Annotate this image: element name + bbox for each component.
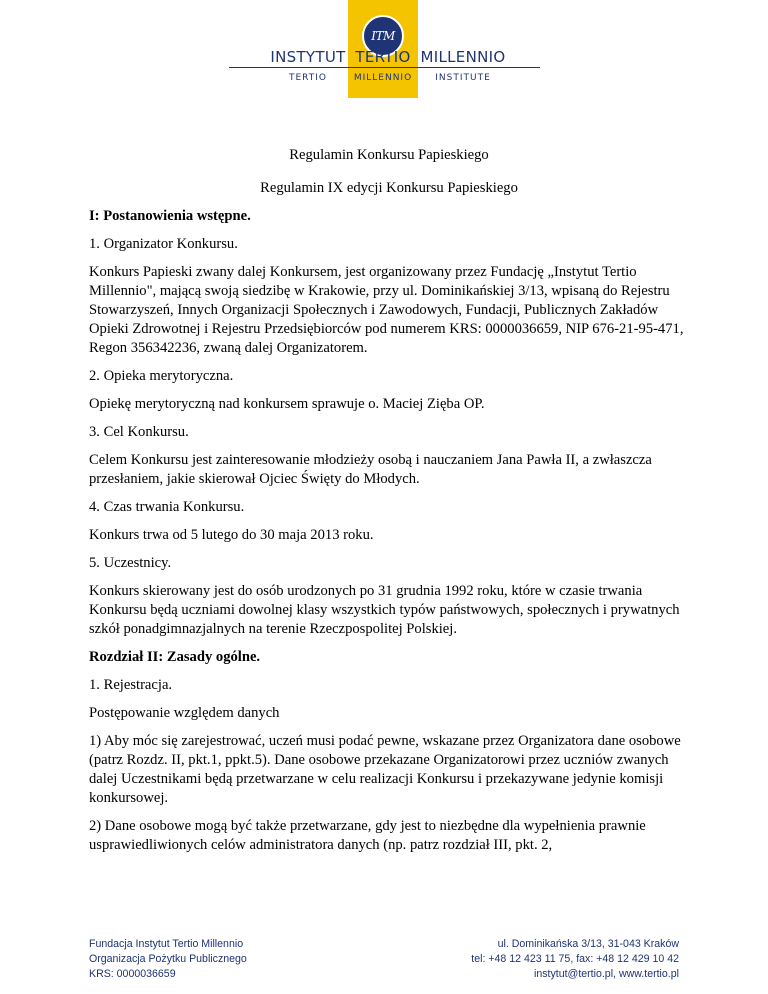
footer-org-type: Organizacja Pożytku Publicznego: [89, 953, 247, 965]
paragraph-heading: 1. Rejestracja.: [89, 677, 173, 693]
footer-org-name: Fundacja Instytut Tertio Millennio: [89, 938, 244, 950]
paragraph-heading: 5. Uczestnicy.: [89, 555, 172, 571]
footer-contact: instytut@tertio.pl, www.tertio.pl: [534, 968, 679, 980]
footer-phone: tel: +48 12 423 11 75, fax: +48 12 429 10 42: [471, 953, 679, 965]
footer-right: [379, 937, 679, 982]
paragraph-text: 1) Aby móc się zarejestrować, uczeń musi podać pewne, wskazane przez Organizatora dane osobowe (patrz Rozdz. II, pkt.1, ppkt.5). Dane osobowe przekazane Organizatorowi przez uczniów zwanych dalej Uczestnikami będą przetwarzane w celu realizacji Konkursu i przekazywane jedynie komisji konkursowej.: [89, 733, 681, 806]
paragraph-subheading: Postępowanie względem danych: [89, 705, 280, 721]
logo-sub-institute: INSTITUTE: [435, 73, 491, 83]
paragraph-text: 2) Dane osobowe mogą być także przetwarzane, gdy jest to niezbędne dla wypełnienia prawnie usprawiedliwionych celów administratora danych (np. patrz rozdział III, pkt. 2,: [89, 818, 646, 853]
logo-word-tertio: TERTIO: [355, 48, 411, 66]
logo-sub-tertio: TERTIO: [288, 73, 328, 83]
document-title: Regulamin Konkursu Papieskiego: [289, 147, 489, 163]
paragraph-text: Konkurs Papieski zwany dalej Konkursem, jest organizowany przez Fundację „Instytut Tertio Millennio", mającą swoją siedzibę w Krakowie, przy ul. Dominikańskiej 3/13, wpisaną do Rejestru Stowarzyszeń, Innych Organizacji Społecznych i Zawodowych, Fundacji, Publicznych Zakładów Opieki Zdrowotnej i Rejestru Przedsiębiorców pod numerem KRS: 0000036659, NIP 676-21-95-471, Regon 356342236, zwaną dalej Organizatorem.: [89, 264, 684, 356]
logo-monogram-text: ITM: [371, 29, 395, 43]
document-subtitle: Regulamin IX edycji Konkursu Papieskiego: [260, 180, 518, 196]
document-body: [89, 146, 689, 864]
paragraph-heading: 3. Cel Konkursu.: [89, 424, 189, 440]
logo-sub-millennio: MILLENNIO: [353, 73, 413, 83]
footer-address: ul. Dominikańska 3/13, 31-043 Kraków: [497, 938, 679, 950]
footer-krs: KRS: 0000036659: [89, 968, 176, 980]
footer-left: [89, 937, 389, 982]
paragraph-text: Opiekę merytoryczną nad konkursem sprawuje o. Maciej Zięba OP.: [89, 396, 485, 412]
page-header: [0, 0, 768, 110]
paragraph-text: Konkurs skierowany jest do osób urodzonych po 31 grudnia 1992 roku, które w czasie trwania Konkursu będą uczniami dowolnej klasy wszystkich typów państwowych, społecznych i prywatnych szkół ponadgimnazjalnych na terenie Rzeczpospolitej Polskiej.: [89, 583, 680, 637]
page-footer: [89, 937, 679, 982]
logo-word-instytut: INSTYTUT: [270, 48, 346, 66]
paragraph-heading: 1. Organizator Konkursu.: [89, 236, 238, 252]
paragraph-text: Konkurs trwa od 5 lutego do 30 maja 2013 roku.: [89, 527, 374, 543]
paragraph-heading: 2. Opieka merytoryczna.: [89, 368, 234, 384]
section-heading-1: I: Postanowienia wstępne.: [89, 208, 251, 224]
logo-word-millennio: MILLENNIO: [420, 48, 506, 66]
paragraph-text: Celem Konkursu jest zainteresowanie młodzieży osobą i nauczaniem Jana Pawła II, a zwłaszcza przesłaniem, jakie skierował Ojciec Święty do Młodych.: [89, 452, 652, 487]
section-heading-2: Rozdział II: Zasady ogólne.: [89, 649, 261, 665]
paragraph-heading: 4. Czas trwania Konkursu.: [89, 499, 245, 515]
logo-divider: [229, 67, 540, 68]
